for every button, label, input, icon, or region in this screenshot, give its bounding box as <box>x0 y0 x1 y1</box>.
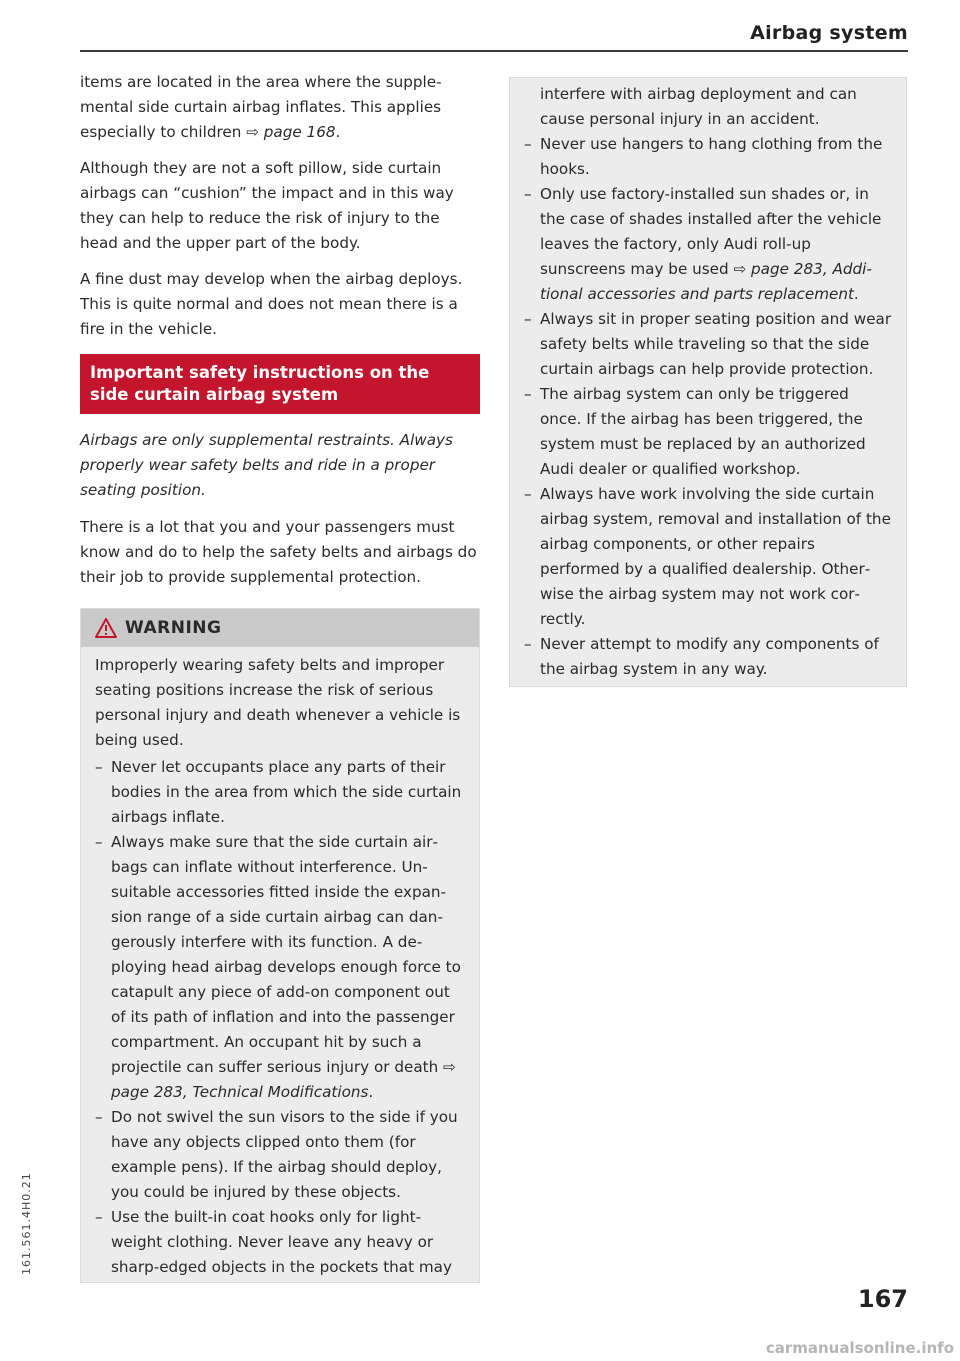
warning-item-text: Always make sure that the side curtain airbags can inflate without interference. Unsuitable accessories fitted inside the expansion range of a side curtain airbag can dangerously interfere with its function. A deploying head airbag develops enough force to catapult any piece of add-on component out of its path of inflation and into the passenger compartment. An occupant hit by such a projectile can suffer serious injury or death <box>111 833 461 1076</box>
document-code: 161.561.4H0.21 <box>20 1172 33 1275</box>
warning-item: – Never let occupants place any parts of their bodies in the area from which the side curtain airbags inflate. <box>95 755 465 830</box>
warning-item: – Do not swivel the sun visors to the side if you have any objects clipped onto them (for example pens). If the airbag should deploy, you could be injured by these objects. <box>95 1105 465 1205</box>
section-heading: Important safety instructions on the side curtain airbag system <box>80 354 480 414</box>
warning-box <box>80 608 480 1283</box>
warning-item <box>95 830 465 1105</box>
warning-continuation-box <box>509 77 907 687</box>
warning-item: – Never attempt to modify any components of the airbag system in any way. <box>524 632 892 682</box>
warning-item: – Use the built-in coat hooks only for lightweight clothing. Never leave any heavy or sharp-edged objects in the pockets that may <box>95 1205 465 1280</box>
warning-title: WARNING <box>125 617 222 638</box>
warning-item: – The airbag system can only be triggered once. If the airbag has been triggered, the system must be replaced by an authorized Audi dealer or qualified workshop. <box>524 382 892 482</box>
paragraph-1-end: . <box>335 123 341 141</box>
warning-list <box>524 132 892 682</box>
warning-item-end: . <box>853 285 859 303</box>
warning-header <box>81 609 479 647</box>
warning-item: – Always sit in proper seating position and wear safety belts while traveling so that the side curtain airbags can help provide protection. <box>524 307 892 382</box>
warning-body <box>81 647 479 1282</box>
link-arrow-icon: ⇨ <box>443 1058 456 1076</box>
paragraph-3: A fine dust may develop when the airbag deploys. This is quite normal and does not mean there is a fire in the vehicle. <box>80 270 463 338</box>
right-column <box>509 77 907 687</box>
link-arrow-icon: ⇨ <box>246 123 259 141</box>
page-ref: page 283, Technical Modifications <box>111 1083 369 1101</box>
paragraph-1 <box>80 70 480 145</box>
paragraph-1-text: items are located in the area where the supplemental side curtain airbag inflates. This applies especially to children <box>80 73 442 141</box>
warning-triangle-icon <box>95 618 117 638</box>
link-arrow-icon: ⇨ <box>733 260 747 278</box>
warning-item <box>524 182 892 307</box>
page-number: 167 <box>857 1285 908 1313</box>
page-link[interactable] <box>246 123 335 141</box>
paragraph-4: There is a lot that you and your passengers must know and do to help the safety belts and airbags do their job to provide supplemental protection. <box>80 518 477 586</box>
section-intro: Airbags are only supplemental restraints. Always properly wear safety belts and ride in a proper seating position. <box>80 431 453 499</box>
header-title: Airbag system <box>750 22 908 44</box>
warning-lead: Improperly wearing safety belts and improper seating positions increase the risk of serious personal injury and death whenever a vehicle is being used. <box>95 656 461 749</box>
warning-continuation-text: interfere with airbag deployment and can cause personal injury in an accident. <box>540 85 857 128</box>
page-ref: page 168 <box>263 123 336 141</box>
warning-item: – Never use hangers to hang clothing from the hooks. <box>524 132 892 182</box>
paragraph-2: Although they are not a soft pillow, side curtain airbags can “cushion” the impact and in this way they can help to reduce the risk of injury to the head and the upper part of the body. <box>80 159 454 252</box>
warning-item-text: Only use factory-installed sun shades or, in the case of shades installed after the vehicle leaves the factory, only Audi roll-up sunscreens may be used <box>540 185 882 278</box>
warning-item: – Always have work involving the side curtain airbag system, removal and installation of the airbag components, or other repairs performed by a qualified dealership. Otherwise the airbag system may not work correctly. <box>524 482 892 632</box>
header-divider <box>80 50 908 52</box>
warning-list <box>95 755 465 1280</box>
left-column <box>80 70 480 1283</box>
warning-item-end: . <box>368 1083 374 1101</box>
page-ref: page 283, Additional accessories and parts replacement <box>540 260 872 303</box>
watermark: carmanualsonline.info <box>765 1339 954 1357</box>
